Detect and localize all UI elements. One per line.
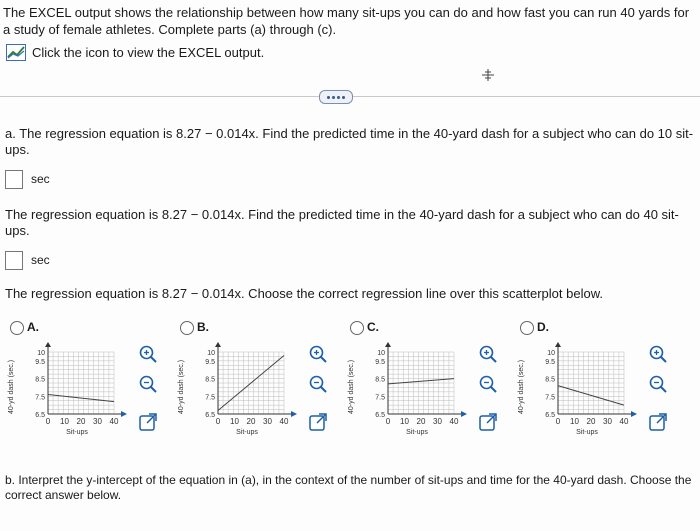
y-axis-arrow [45, 342, 51, 347]
unit-label: sec [31, 172, 50, 186]
y-tick-label: 9.5 [375, 358, 385, 366]
chart-y-label: 40-yd dash (sec.) [518, 359, 525, 414]
y-tick-label: 10 [207, 350, 215, 357]
unit-label: sec [31, 253, 50, 267]
x-tick-label: 10 [400, 417, 409, 426]
question-a-40-situps: The regression equation is 8.27 − 0.014x. Find the predicted time in the 40-yard dash for a subject who can do 40 sit-ups. [5, 207, 679, 238]
y-tick-label: 6.5 [375, 412, 385, 419]
y-axis-arrow [385, 342, 391, 347]
x-tick-label: 20 [416, 417, 426, 426]
y-tick-label: 6.5 [545, 412, 555, 419]
option-radio[interactable] [180, 321, 194, 335]
x-tick-label: 20 [586, 417, 596, 426]
option-label: A. [27, 320, 39, 334]
chart-y-label: 40-yd dash (sec.) [348, 359, 355, 414]
option-a[interactable] [10, 318, 180, 458]
chart-y-label: 40-yd dash (sec.) [178, 359, 185, 414]
y-tick-label: 10 [547, 350, 555, 357]
expand-more-button[interactable] [319, 90, 353, 104]
scatterplot-chart [180, 342, 308, 457]
zoom-in-icon[interactable] [648, 344, 668, 364]
option-radio[interactable] [350, 321, 364, 335]
x-tick-label: 0 [45, 417, 51, 426]
y-tick-label: 7.5 [375, 394, 385, 402]
y-tick-label: 8.5 [375, 376, 385, 384]
zoom-out-icon[interactable] [478, 374, 498, 394]
y-tick-label: 9.5 [545, 358, 555, 366]
option-label: B. [197, 320, 209, 334]
chart-x-label: Sit-ups [66, 429, 88, 436]
scatterplot-chart [10, 342, 138, 457]
x-tick-label: 30 [433, 417, 442, 426]
x-axis-arrow [291, 411, 297, 417]
regression-line [558, 386, 624, 405]
x-tick-label: 30 [603, 417, 612, 426]
chart-x-label: Sit-ups [576, 429, 598, 436]
answer-row-10-situps [5, 168, 50, 190]
scatterplot-chart [520, 342, 648, 457]
y-tick-label: 6.5 [35, 412, 45, 419]
option-d[interactable] [520, 318, 690, 458]
answer-input-40-situps[interactable] [5, 251, 23, 270]
excel-chart-icon[interactable] [6, 44, 26, 61]
chart-x-label: Sit-ups [236, 429, 258, 436]
x-tick-label: 30 [263, 417, 272, 426]
x-axis-arrow [461, 411, 467, 417]
zoom-in-icon[interactable] [138, 344, 158, 364]
open-external-icon[interactable] [478, 412, 498, 432]
x-tick-label: 10 [570, 417, 579, 426]
y-tick-label: 9.5 [35, 358, 45, 366]
zoom-out-icon[interactable] [648, 374, 668, 394]
y-tick-label: 7.5 [545, 394, 555, 402]
chart-x-label: Sit-ups [406, 429, 428, 436]
open-external-icon[interactable] [138, 412, 158, 432]
y-tick-label: 10 [377, 350, 385, 357]
y-tick-label: 7.5 [35, 394, 45, 402]
option-label: C. [367, 320, 379, 334]
scatterplot-chart [350, 342, 478, 457]
open-external-icon[interactable] [308, 412, 328, 432]
move-icon[interactable] [481, 68, 495, 82]
question-b: b. Interpret the y-intercept of the equation in (a), in the context of the number of sit-ups and time for the 40-yard dash. Choose the correct answer below. [5, 473, 692, 502]
y-axis-arrow [215, 342, 221, 347]
y-tick-label: 7.5 [205, 394, 215, 402]
intro-text: The EXCEL output shows the relationship between how many sit-ups you can do and how fast you can run 40 yards for a study of female athletes. Complete parts (a) through (c). [3, 5, 690, 37]
option-c[interactable] [350, 318, 520, 458]
x-tick-label: 20 [246, 417, 256, 426]
question-choose-line: The regression equation is 8.27 − 0.014x. Choose the correct regression line over this scatterplot below. [5, 286, 603, 301]
zoom-in-icon[interactable] [478, 344, 498, 364]
option-radio[interactable] [10, 321, 24, 335]
x-tick-label: 30 [93, 417, 102, 426]
x-tick-label: 0 [215, 417, 221, 426]
x-tick-label: 20 [76, 417, 86, 426]
x-tick-label: 10 [60, 417, 69, 426]
y-tick-label: 8.5 [35, 376, 45, 384]
zoom-out-icon[interactable] [308, 374, 328, 394]
option-radio[interactable] [520, 321, 534, 335]
y-tick-label: 8.5 [205, 376, 215, 384]
question-a-10-situps: a. The regression equation is 8.27 − 0.014x. Find the predicted time in the 40-yard dash for a subject who can do 10 sit-ups. [5, 126, 694, 157]
x-tick-label: 40 [619, 417, 629, 426]
x-tick-label: 0 [555, 417, 561, 426]
open-external-icon[interactable] [648, 412, 668, 432]
y-tick-label: 8.5 [545, 376, 555, 384]
excel-output-link[interactable] [6, 42, 264, 62]
x-axis-arrow [631, 411, 637, 417]
option-label: D. [537, 320, 549, 334]
y-tick-label: 9.5 [205, 358, 215, 366]
zoom-out-icon[interactable] [138, 374, 158, 394]
x-tick-label: 10 [230, 417, 239, 426]
y-tick-label: 6.5 [205, 412, 215, 419]
zoom-in-icon[interactable] [308, 344, 328, 364]
x-tick-label: 0 [385, 417, 391, 426]
y-tick-label: 10 [37, 350, 45, 357]
x-tick-label: 40 [279, 417, 289, 426]
x-tick-label: 40 [109, 417, 119, 426]
answer-row-40-situps [5, 249, 50, 271]
excel-link-text: Click the icon to view the EXCEL output. [32, 44, 265, 60]
x-tick-label: 40 [449, 417, 459, 426]
chart-y-label: 40-yd dash (sec.) [8, 359, 15, 414]
x-axis-arrow [121, 411, 127, 417]
answer-input-10-situps[interactable] [5, 170, 23, 189]
y-axis-arrow [555, 342, 561, 347]
option-b[interactable] [180, 318, 350, 458]
